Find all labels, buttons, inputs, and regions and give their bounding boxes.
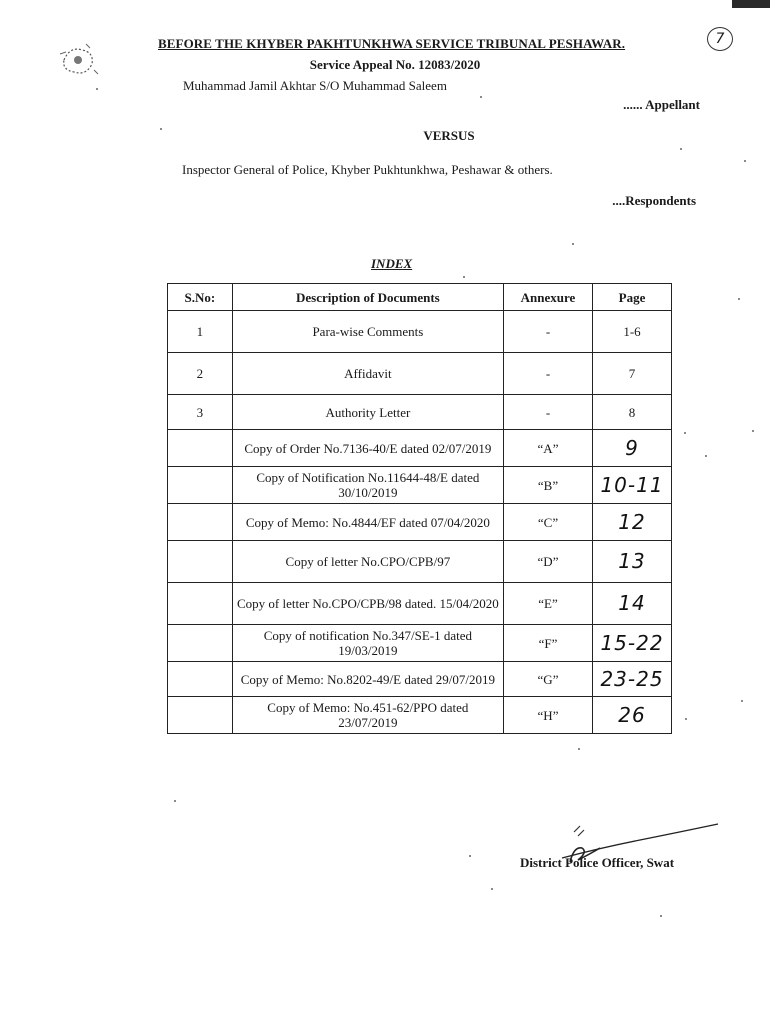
cell-description: Affidavit xyxy=(232,353,503,395)
cell-sno xyxy=(168,697,233,734)
cell-page-handwritten: 9 xyxy=(593,430,672,467)
cell-page-handwritten: 10-11 xyxy=(593,467,672,504)
cell-sno xyxy=(168,662,233,697)
table-row xyxy=(168,583,672,625)
cell-annexure: “C” xyxy=(503,504,592,541)
appellant-name: Muhammad Jamil Akhtar S/O Muhammad Saleem xyxy=(183,78,447,93)
cell-annexure: “D” xyxy=(503,541,592,583)
scan-speck xyxy=(744,160,746,162)
cell-page: 8 xyxy=(593,395,672,430)
page-number-mark: 7 xyxy=(707,27,733,51)
column-header-page: Page xyxy=(593,284,672,311)
scan-speck xyxy=(685,718,687,720)
court-title: BEFORE THE KHYBER PAKHTUNKHWA SERVICE TRIBUNAL PESHAWAR. xyxy=(158,36,626,51)
cell-description: Copy of Memo: No.451-62/PPO dated 23/07/2019 xyxy=(232,697,503,734)
cell-description: Copy of Order No.7136-40/E dated 02/07/2019 xyxy=(232,430,503,467)
table-row xyxy=(168,311,672,353)
table-row xyxy=(168,467,672,504)
cell-sno: 3 xyxy=(168,395,233,430)
scan-speck xyxy=(480,96,482,98)
index-heading: INDEX xyxy=(371,256,413,271)
cell-page-handwritten: 23-25 xyxy=(593,662,672,697)
cell-page: 1-6 xyxy=(593,311,672,353)
column-header-sno: S.No: xyxy=(168,284,233,311)
table-row xyxy=(168,662,672,697)
index-table xyxy=(167,283,672,734)
respondent-name: Inspector General of Police, Khyber Pukhtunkhwa, Peshawar & others. xyxy=(182,162,553,177)
scan-speck xyxy=(660,915,662,917)
scan-speck xyxy=(491,888,493,890)
scan-speck xyxy=(752,430,754,432)
scan-speck xyxy=(684,432,686,434)
cell-annexure: - xyxy=(503,395,592,430)
cell-page-handwritten: 14 xyxy=(593,583,672,625)
cell-description: Copy of Notification No.11644-48/E dated 30/10/2019 xyxy=(232,467,503,504)
cell-page-handwritten: 26 xyxy=(593,697,672,734)
cell-description: Copy of Memo: No.8202-49/E dated 29/07/2019 xyxy=(232,662,503,697)
table-row xyxy=(168,504,672,541)
cell-sno xyxy=(168,625,233,662)
signatory-designation: District Police Officer, Swat xyxy=(520,855,675,870)
cell-annexure: “B” xyxy=(503,467,592,504)
scan-speck xyxy=(572,243,574,245)
cell-annexure: “H” xyxy=(503,697,592,734)
table-row xyxy=(168,541,672,583)
cell-description: Copy of letter No.CPO/CPB/98 dated. 15/04/2020 xyxy=(232,583,503,625)
cell-annexure: “G” xyxy=(503,662,592,697)
table-row xyxy=(168,697,672,734)
versus-heading: VERSUS xyxy=(423,128,475,143)
table-row xyxy=(168,430,672,467)
scan-speck xyxy=(705,455,707,457)
scan-speck xyxy=(738,298,740,300)
respondents-label: ....Respondents xyxy=(612,193,696,208)
cell-description: Para-wise Comments xyxy=(232,311,503,353)
scan-speck xyxy=(578,748,580,750)
cell-sno xyxy=(168,541,233,583)
cell-annexure: - xyxy=(503,353,592,395)
cell-page: 7 xyxy=(593,353,672,395)
column-header-annexure: Annexure xyxy=(503,284,592,311)
cell-description: Copy of Memo: No.4844/EF dated 07/04/2020 xyxy=(232,504,503,541)
table-row xyxy=(168,625,672,662)
table-header-row xyxy=(168,284,672,311)
scan-speck xyxy=(741,700,743,702)
cell-description: Copy of notification No.347/SE-1 dated 19/03/2019 xyxy=(232,625,503,662)
cell-description: Authority Letter xyxy=(232,395,503,430)
cell-sno: 2 xyxy=(168,353,233,395)
appeal-number: Service Appeal No. 12083/2020 xyxy=(309,57,481,72)
cell-annexure: “E” xyxy=(503,583,592,625)
cell-annexure: “F” xyxy=(503,625,592,662)
cell-annexure: “A” xyxy=(503,430,592,467)
table-row xyxy=(168,353,672,395)
table-row xyxy=(168,395,672,430)
scan-speck xyxy=(96,88,98,90)
cell-sno xyxy=(168,504,233,541)
scan-speck xyxy=(463,276,465,278)
scan-speck xyxy=(174,800,176,802)
cell-annexure: - xyxy=(503,311,592,353)
cell-description: Copy of letter No.CPO/CPB/97 xyxy=(232,541,503,583)
scan-edge-mark xyxy=(732,0,770,8)
scan-speck xyxy=(469,855,471,857)
cell-page-handwritten: 12 xyxy=(593,504,672,541)
cell-sno xyxy=(168,583,233,625)
cell-sno: 1 xyxy=(168,311,233,353)
appellant-label: ...... Appellant xyxy=(623,97,700,112)
cell-page-handwritten: 15-22 xyxy=(593,625,672,662)
cell-sno xyxy=(168,467,233,504)
cell-sno xyxy=(168,430,233,467)
cell-page-handwritten: 13 xyxy=(593,541,672,583)
column-header-description: Description of Documents xyxy=(232,284,503,311)
scan-speck xyxy=(160,128,162,130)
scan-speck xyxy=(680,148,682,150)
